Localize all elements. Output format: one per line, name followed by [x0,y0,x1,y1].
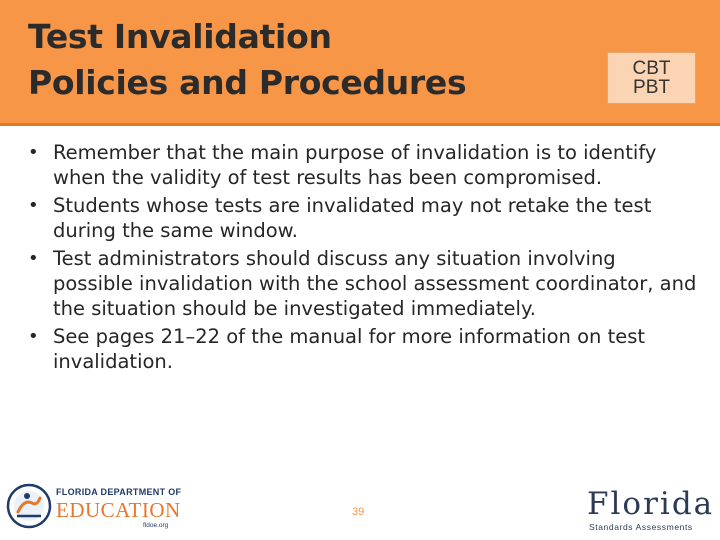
badge-cbt-label: CBT [632,58,671,79]
logo-tagline: fldoe.org [143,522,169,529]
bullet-item [28,246,698,321]
slide-header [0,0,720,126]
bullet-text: Test administrators should discuss any situation involving possible invalidation with the school assessment coordinator, and the situation should be investigated immediately. [53,247,697,320]
title-line-1: Test Invalidation [28,17,332,56]
bullet-text: See pages 21–22 of the manual for more information on test invalidation. [53,325,646,373]
bullet-item [28,140,698,190]
title-line-2: Policies and Procedures [28,63,467,102]
logo-line-1: FLORIDA DEPARTMENT OF [56,487,182,497]
bullet-item [28,193,698,243]
florida-department-of-education-logo [6,481,206,531]
fsa-wordmark: Florida [587,486,715,522]
logo-seal-figure-head [24,493,30,499]
cbt-pbt-badge [607,52,696,104]
badge-pbt-label: PBT [633,77,670,98]
bullet-list [28,140,698,377]
fsa-subtitle: Standards Assessments [589,522,693,532]
bullet-dot: • [28,248,39,269]
logo-line-2: EDUCATION [56,498,181,522]
bullet-dot: • [28,326,39,347]
bullet-item [28,324,698,374]
slide-title [28,14,466,106]
bullet-text: Students whose tests are invalidated may not retake the test during the same window. [53,194,652,242]
florida-standards-assessments-logo [585,487,715,533]
page-number: 39 [352,506,365,518]
bullet-dot: • [28,195,39,216]
bullet-text: Remember that the main purpose of invalidation is to identify when the validity of test results has been compromised. [53,141,657,189]
bullet-dot: • [28,142,39,163]
